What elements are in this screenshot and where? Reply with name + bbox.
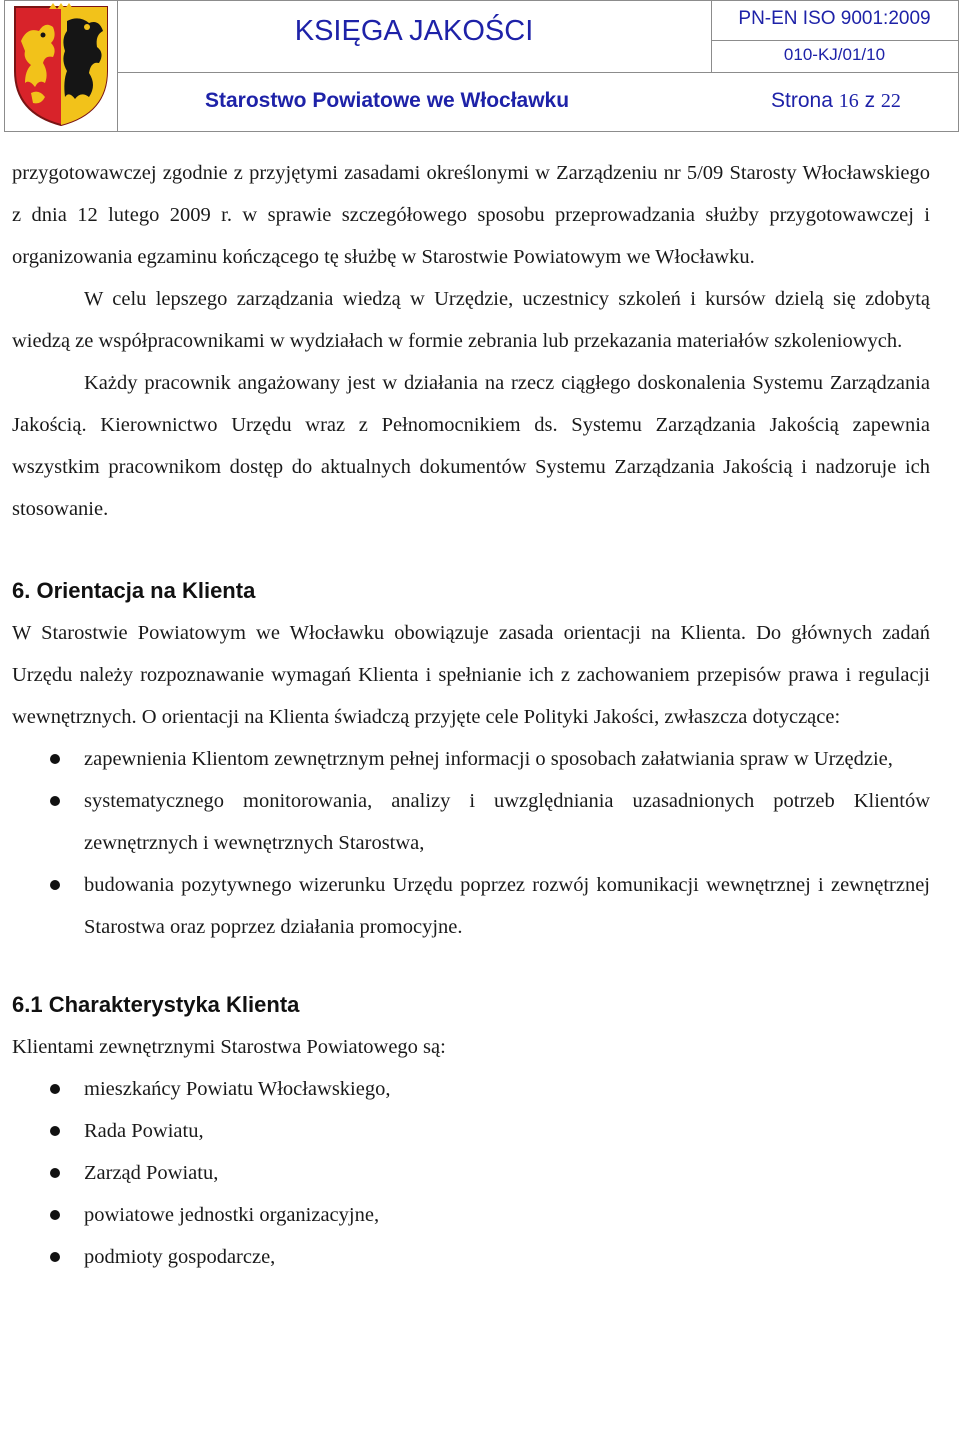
spacer (12, 948, 930, 984)
coat-of-arms-icon (9, 1, 113, 129)
list-item-text: systematycznego monitorowania, analizy i uwzględniania uzasadnionych potrzeb Klientów zewnętrznych i wewnętrznych Starostwa, (84, 790, 930, 854)
list-item (12, 1068, 930, 1110)
list-item (12, 1236, 930, 1278)
paragraph: W Starostwie Powiatowym we Włocławku obowiązuje zasada orientacji na Klienta. Do głównych zadań Urzędu należy rozpoznawanie wymagań Klienta i spełnianie ich z zachowaniem przepisów prawa i regulacji wewnętrznych. O orientacji na Klienta świadczą przyjęte cele Polityki Jakości, zwłaszcza dotyczące: (12, 622, 930, 728)
bullet-icon (50, 1252, 60, 1262)
spacer (12, 530, 930, 570)
bullet-icon (50, 796, 60, 806)
bullet-icon (50, 1084, 60, 1094)
list-item-text: powiatowe jednostki organizacyjne, (84, 1204, 380, 1226)
document-header (4, 0, 959, 132)
list-item-text: budowania pozytywnego wizerunku Urzędu poprzez rozwój komunikacji wewnętrznej i zewnętrznej Starostwa oraz poprzez działania promocyjne. (84, 874, 930, 938)
page-separator: z (864, 89, 876, 112)
section-heading: 6.1 Charakterystyka Klienta (12, 992, 300, 1017)
list-item (12, 738, 930, 780)
page-indicator (771, 89, 901, 113)
paragraph: W celu lepszego zarządzania wiedzą w Urzędzie, uczestnicy szkoleń i kursów dzielą się zdobytą wiedzą ze współpracownikami w wydziałach w formie zebrania lub przekazania materiałów szkoleniowych. (12, 288, 930, 352)
document-title: KSIĘGA JAKOŚCI (294, 15, 534, 47)
bullet-icon (50, 1126, 60, 1136)
list-item-text: zapewnienia Klientom zewnętrznym pełnej informacji o sposobach załatwiania spraw w Urzędzie, (84, 748, 893, 770)
list-item (12, 1194, 930, 1236)
list-item (12, 780, 930, 864)
paragraph: Klientami zewnętrznymi Starostwa Powiatowego są: (12, 1036, 446, 1058)
bullet-list (12, 738, 930, 948)
list-item (12, 1152, 930, 1194)
document-body (12, 152, 930, 1278)
list-item (12, 1110, 930, 1152)
header-divider (711, 40, 958, 41)
list-item-text: Rada Powiatu, (84, 1120, 204, 1142)
organization-name: Starostwo Powiatowe we Włocławku (205, 89, 570, 112)
paragraph: Każdy pracownik angażowany jest w działania na rzecz ciągłego doskonalenia Systemu Zarządzania Jakością. Kierownictwo Urzędu wraz z Pełnomocnikiem ds. Systemu Zarządzania Jakością zapewnia wszystkim pracownikom dostęp do aktualnych dokumentów Systemu Zarządzania Jakością i nadzoruje ich stosowanie. (12, 372, 930, 520)
header-divider (117, 72, 958, 73)
paragraph: przygotowawczej zgodnie z przyjętymi zasadami określonymi w Zarządzeniu nr 5/09 Starosty Włocławskiego z dnia 12 lutego 2009 r. w sprawie szczegółowego sposobu przeprowadzania służby przygotowawczej i organizowania egzaminu kończącego tę służbę w Starostwie Powiatowym we Włocławku. (12, 162, 930, 268)
page-total: 22 (880, 90, 901, 112)
standard-label: PN-EN ISO 9001:2009 (738, 8, 931, 29)
list-item-text: podmioty gospodarcze, (84, 1246, 276, 1268)
bullet-icon (50, 754, 60, 764)
bullet-list (12, 1068, 930, 1278)
bullet-icon (50, 1210, 60, 1220)
document-code: 010-KJ/01/10 (783, 45, 886, 64)
list-item-text: Zarząd Powiatu, (84, 1162, 219, 1184)
list-item-text: mieszkańcy Powiatu Włocławskiego, (84, 1078, 391, 1100)
section-heading: 6. Orientacja na Klienta (12, 578, 256, 603)
page-current: 16 (838, 90, 859, 112)
bullet-icon (50, 880, 60, 890)
list-item (12, 864, 930, 948)
bullet-icon (50, 1168, 60, 1178)
page-label: Strona (771, 89, 833, 112)
